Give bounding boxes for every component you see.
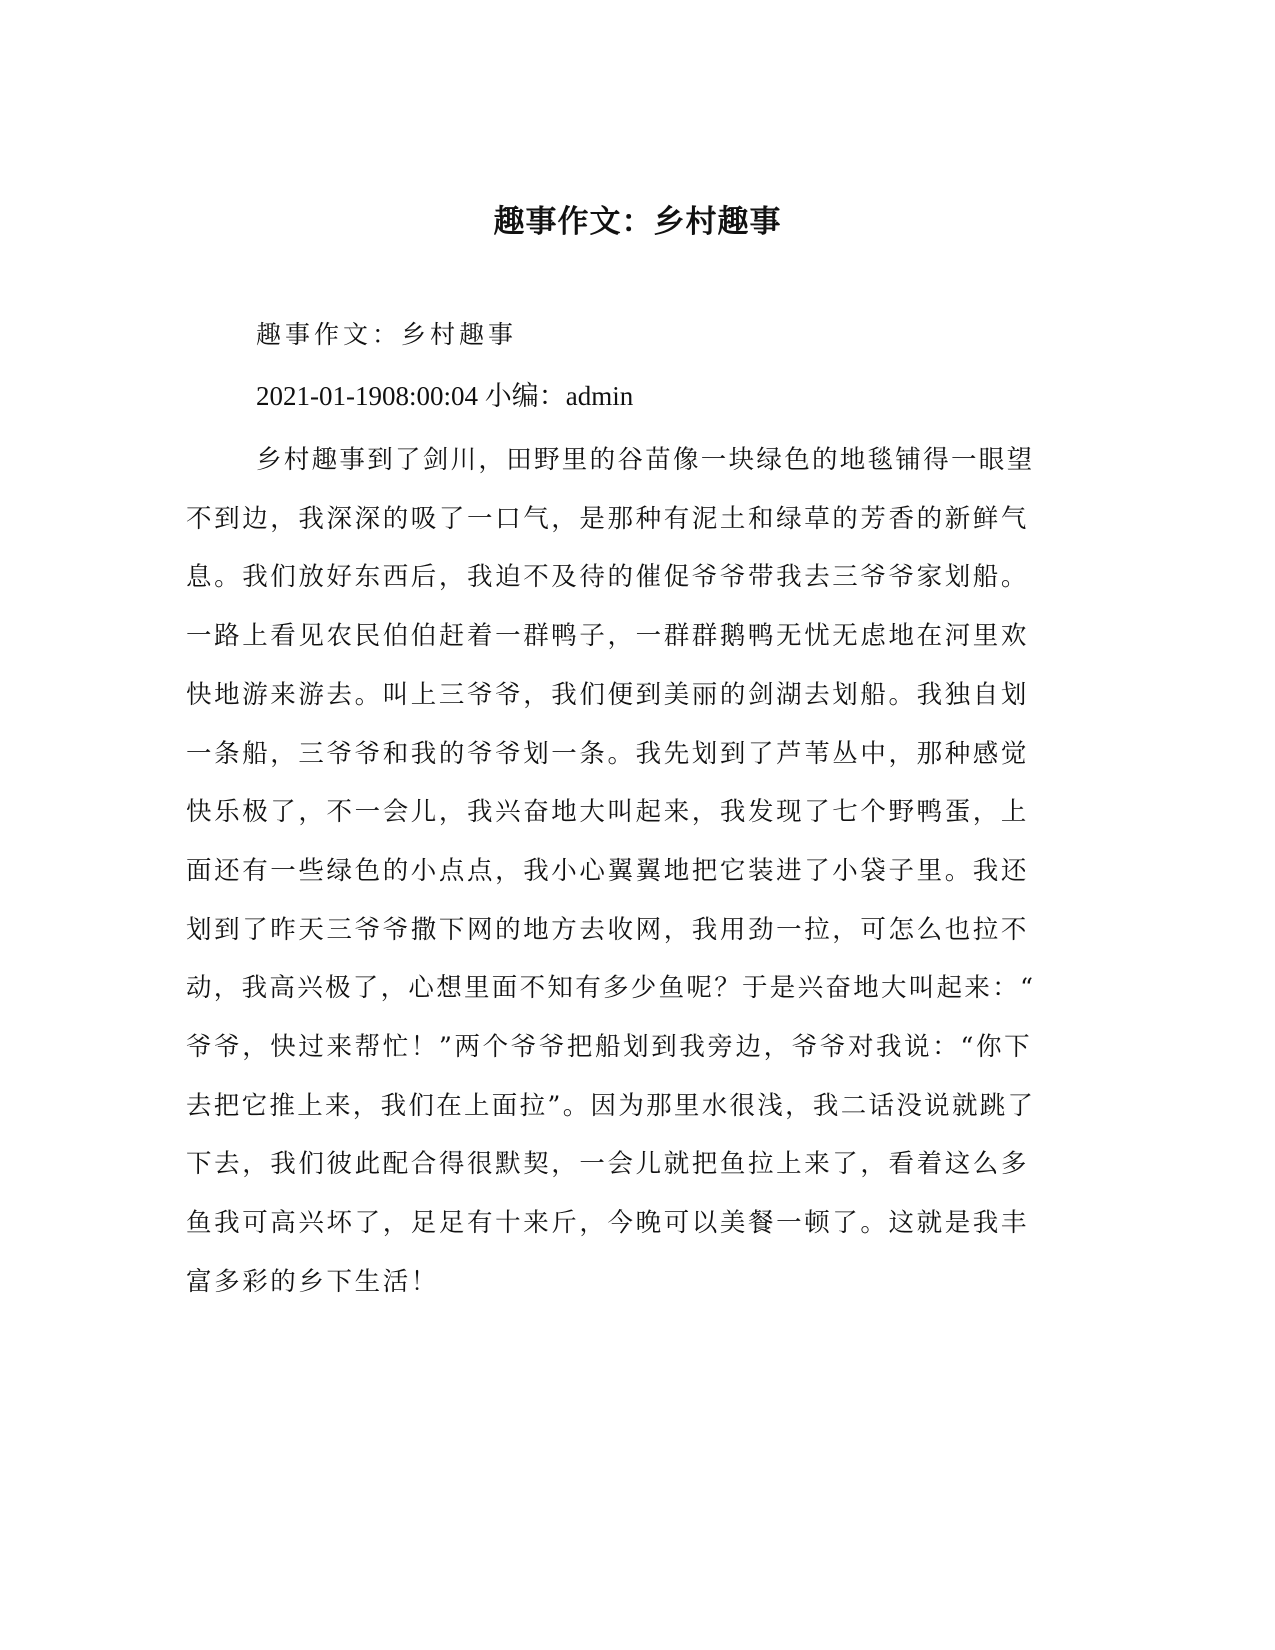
article-subtitle: 趣事作文：乡村趣事 <box>256 320 518 349</box>
body-line: 下去，我们彼此配合得很默契，一会儿就把鱼拉上来了，看着这么多 <box>186 1149 1030 1180</box>
body-line: 乡村趣事到了剑川，田野里的谷苗像一块绿色的地毯铺得一眼望 <box>256 445 1035 475</box>
body-line: 去把它推上来，我们在上面拉”。因为那里水很浅，我二话没说就跳了 <box>186 1090 1036 1121</box>
body-line: 划到了昨天三爷爷撒下网的地方去收网，我用劲一拉，可怎么也拉不 <box>186 914 1030 945</box>
body-line: 爷爷，快过来帮忙！”两个爷爷把船划到我旁边，爷爷对我说：“你下 <box>186 1032 1033 1063</box>
body-line: 快地游来游去。叫上三爷爷，我们便到美丽的剑湖去划船。我独自划 <box>186 679 1030 710</box>
body-line: 快乐极了，不一会儿，我兴奋地大叫起来，我发现了七个野鸭蛋，上 <box>186 797 1030 828</box>
body-line: 面还有一些绿色的小点点，我小心翼翼地把它装进了小袋子里。我还 <box>186 855 1030 886</box>
article-meta: 2021-01-1908:00:04 小编：admin <box>256 381 634 411</box>
body-line: 鱼我可高兴坏了，足足有十来斤，今晚可以美餐一顿了。这就是我丰 <box>186 1208 1030 1239</box>
body-line: 不到边，我深深的吸了一口气，是那种有泥土和绿草的芳香的新鲜气 <box>186 503 1030 534</box>
body-line: 富多彩的乡下生活！ <box>186 1266 439 1297</box>
article-body <box>186 431 1036 1312</box>
body-line: 动，我高兴极了，心想里面不知有多少鱼呢？于是兴奋地大叫起来：“ <box>186 973 1036 1004</box>
document-title: 趣事作文：乡村趣事 <box>493 204 782 240</box>
body-line: 息。我们放好东西后，我迫不及待的催促爷爷带我去三爷爷家划船。 <box>186 562 1030 593</box>
body-line: 一路上看见农民伯伯赶着一群鸭子，一群群鹅鸭无忧无虑地在河里欢 <box>186 621 1030 652</box>
body-line: 一条船，三爷爷和我的爷爷划一条。我先划到了芦苇丛中，那种感觉 <box>186 738 1030 769</box>
